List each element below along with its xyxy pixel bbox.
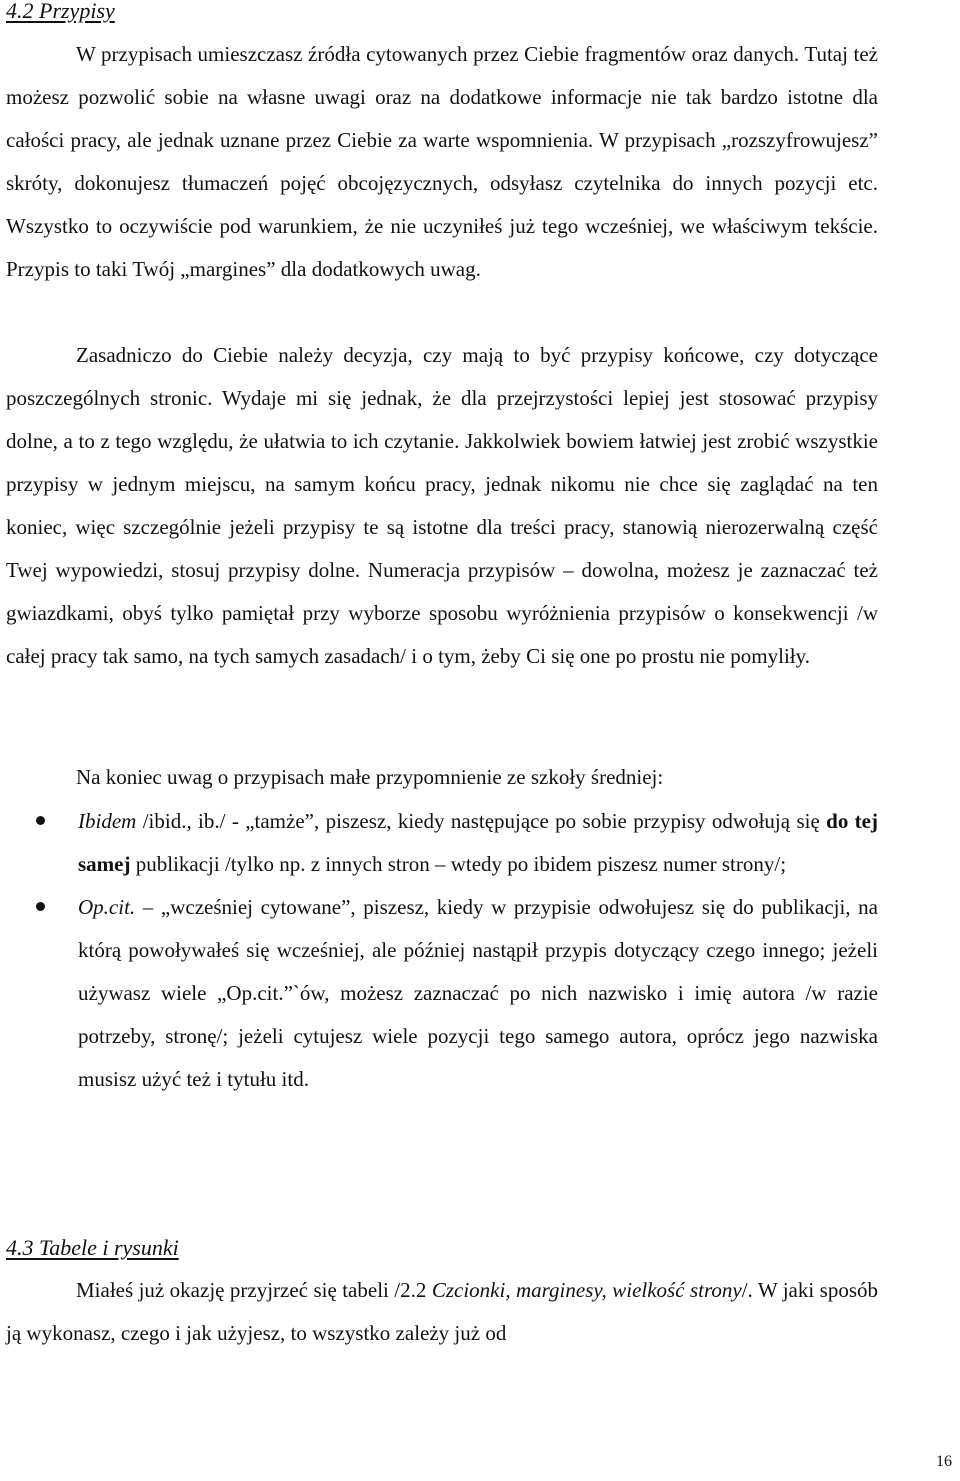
abbreviation-list bbox=[0, 800, 878, 1101]
bullet-icon bbox=[36, 816, 45, 825]
section-heading-tables: 4.3 Tabele i rysunki bbox=[6, 1235, 179, 1260]
page-number: 16 bbox=[936, 1453, 952, 1470]
item-text-end: publikacji /tylko np. z innych stron – wtedy po ibidem piszesz numer strony/; bbox=[130, 852, 787, 876]
paragraph-footnotes-intro: W przypisach umieszczasz źródła cytowanych przez Ciebie fragmentów oraz danych. Tutaj też możesz pozwolić sobie na własne uwagi oraz na dodatkowe informacje nie tak bardzo istotne dla całości pracy, ale jednak uznane przez Ciebie za warte wspomnienia. W przypisach „rozszyfrowujesz” skróty, dokonujesz tłumaczeń pojęć obcojęzycznych, odsyłasz czytelnika do innych pozycji etc. Wszystko to oczywiście pod warunkiem, że nie uczyniłeś już tego wcześniej, we właściwym tekście. Przypis to taki Twój „margines” dla dodatkowych uwag. bbox=[6, 42, 878, 281]
paragraph-tables-text-end: /. W jaki sposób ją wykonasz, czego i jak użyjesz, to wszystko zależy już od bbox=[6, 1278, 878, 1345]
table-reference: Czcionki, marginesy, wielkość strony bbox=[431, 1278, 742, 1302]
list-item-ibidem bbox=[0, 800, 878, 886]
term-ibidem: Ibidem bbox=[78, 809, 137, 833]
term-opcit: Op.cit. bbox=[78, 895, 136, 919]
paragraph-footnotes-placement: Zasadniczo do Ciebie należy decyzja, czy mają to być przypisy końcowe, czy dotyczące poszczególnych stronic. Wydaje mi się jednak, że dla przejrzystości lepiej jest stosować przypisy dolne, a to z tego względu, że ułatwia to ich czytanie. Jakkolwiek bowiem łatwiej jest zrobić wszystkie przypisy w jednym miejscu, na samym końcu pracy, jednak nikomu nie chce się zaglądać na ten koniec, więc szczególnie jeżeli przypisy te są istotne dla treści pracy, stanowią nierozerwalną część Twej wypowiedzi, stosuj przypisy dolne. Numeracja przypisów – dowolna, możesz je zaznaczać też gwiazdkami, obyś tylko pamiętał przy wyborze sposobu wyróżnienia przypisów o konsekwencji /w całej pracy tak samo, na tych samych zasadach/ i o tym, żeby Ci się one po prostu nie pomyliły. bbox=[6, 343, 878, 668]
item-bold-text: do tej samej bbox=[78, 809, 878, 876]
item-text: /ibid., ib./ - „tamże”, piszesz, kiedy następujące po sobie przypisy odwołują się bbox=[136, 809, 827, 833]
bullet-icon bbox=[36, 902, 45, 911]
list-item-opcit bbox=[0, 886, 878, 1101]
section-heading-footnotes: 4.2 Przypisy bbox=[6, 0, 115, 23]
paragraph-reminder: Na koniec uwag o przypisach małe przypomnienie ze szkoły średniej: bbox=[76, 765, 664, 789]
paragraph-tables-text: Miałeś już okazję przyjrzeć się tabeli /2.2 bbox=[76, 1278, 432, 1302]
paragraph-tables bbox=[6, 1269, 878, 1355]
item-text: – „wcześniej cytowane”, piszesz, kiedy w przypisie odwołujesz się do publikacji, na którą powoływałeś się wcześniej, ale później nastąpił przypis dotyczący czego innego; jeżeli używasz wiele „Op.cit.”`ów, możesz zaznaczać po nich nazwisko i imię autora /w razie potrzeby, stronę/; jeżeli cytujesz wiele pozycji tego samego autora, oprócz jego nazwiska musisz użyć też i tytułu itd. bbox=[78, 895, 878, 1091]
